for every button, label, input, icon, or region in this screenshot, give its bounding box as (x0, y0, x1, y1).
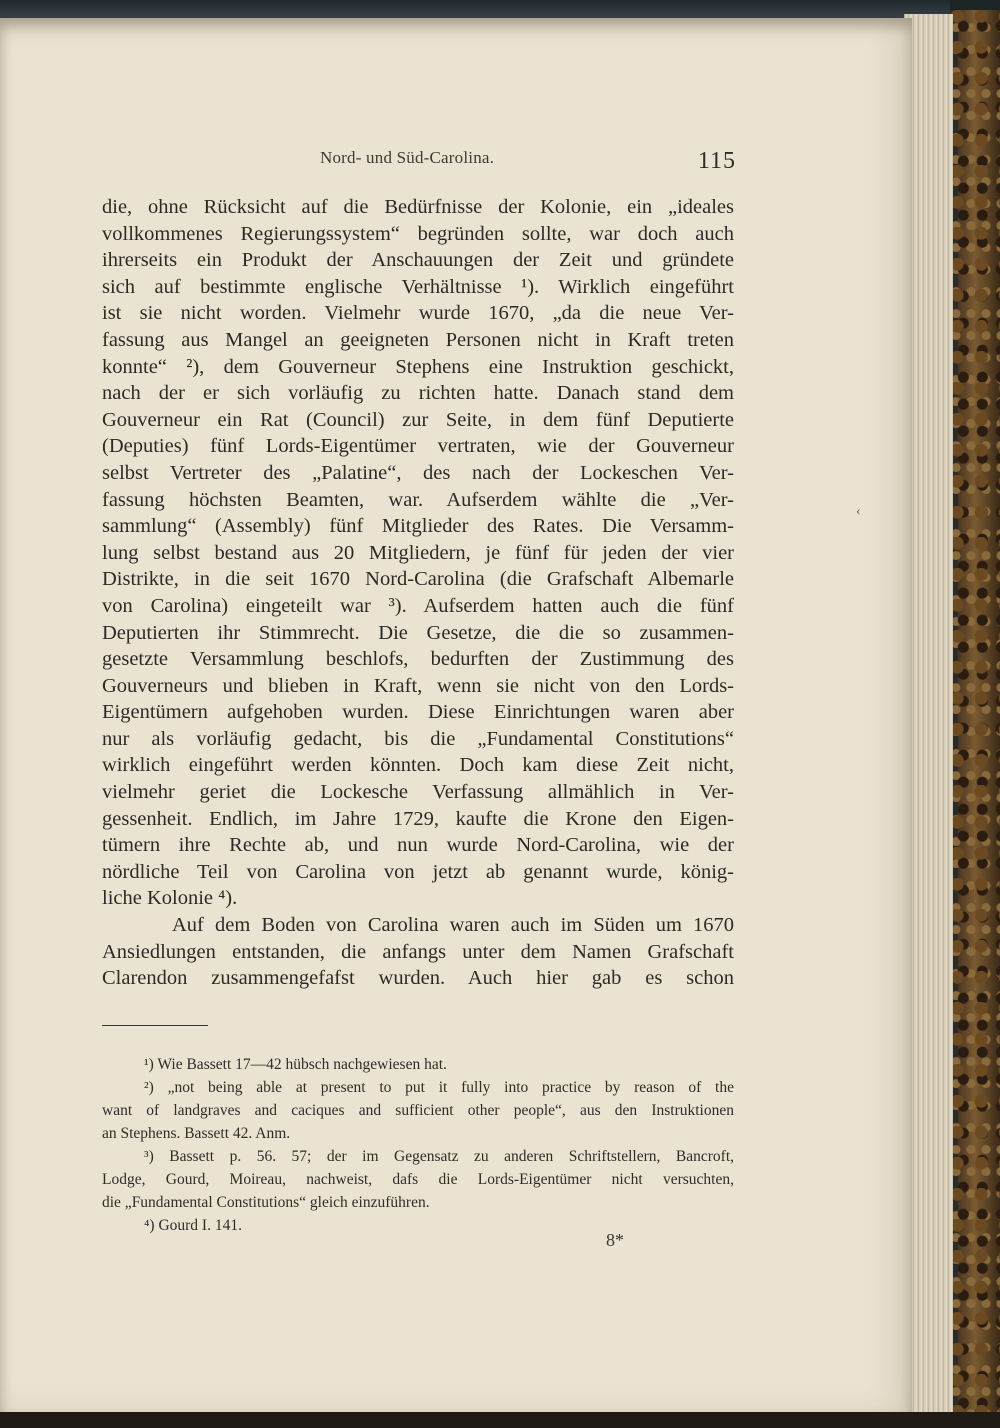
text-line: konnte“ ²), dem Gouverneur Stephens eine Instruktion geschickt, (102, 355, 734, 378)
text-line: Deputierten ihr Stimmrecht. Die Gesetze, die die so zusammen- (102, 621, 734, 644)
text-line: gesetzte Versammlung beschlofs, bedurften der Zustimmung des (102, 648, 734, 671)
footnote-line: an Stephens. Bassett 42. Anm. (102, 1125, 291, 1142)
text-line: nördliche Teil von Carolina von jetzt ab genannt wurde, könig- (102, 860, 734, 883)
footnote-divider (102, 1025, 208, 1026)
text-line: Gouverneurs und blieben in Kraft, wenn sie nicht von den Lords- (102, 674, 734, 697)
text-line: Distrikte, in die seit 1670 Nord-Carolina (die Grafschaft Albemarle (102, 568, 734, 591)
text-line: fassung höchsten Beamten, war. Aufserdem wählte die „Ver- (102, 488, 734, 511)
text-line: nach der er sich vorläufig zu richten hatte. Danach stand dem (102, 382, 734, 405)
text-line: ist sie nicht worden. Vielmehr wurde 1670, „da die neue Ver- (102, 302, 734, 325)
text-line: Eigentümern aufgehoben wurden. Diese Einrichtungen waren aber (102, 701, 734, 724)
text-line: selbst Vertreter des „Palatine“, des nach der Lockeschen Ver- (102, 461, 734, 484)
footnote-line: ²) „not being able at present to put it fully into practice by reason of the (144, 1079, 734, 1096)
text-line: Clarendon zusammengefafst wurden. Auch hier gab es schon (102, 967, 734, 990)
margin-mark: ‹ (856, 504, 861, 519)
footnotes (102, 1053, 734, 1237)
main-text (102, 194, 734, 992)
running-head: Nord- und Süd-Carolina. (320, 148, 495, 167)
text-line: sich auf bestimmte englische Verhältnisse ¹). Wirklich eingeführt (102, 275, 734, 298)
text-line: wirklich eingeführt werden könnten. Doch kam diese Zeit nicht, (102, 754, 734, 777)
text-line: ihrerseits ein Produkt der Anschauungen der Zeit und gründete (102, 249, 734, 272)
text-line: liche Kolonie ⁴). (102, 887, 238, 910)
text-line: Ansiedlungen entstanden, die anfangs unter dem Namen Grafschaft (102, 940, 734, 963)
footnote-line: ³) Bassett p. 56. 57; der im Gegensatz zu anderen Schriftstellern, Bancroft, (144, 1148, 734, 1165)
page-header (100, 148, 740, 180)
text-line: (Deputies) fünf Lords-Eigentümer vertraten, wie der Gouverneur (102, 435, 734, 458)
text-line: lung selbst bestand aus 20 Mitgliedern, je fünf für jeden der vier (102, 541, 734, 564)
text-line: sammlung“ (Assembly) fünf Mitglieder des Rates. Die Versamm- (102, 515, 734, 538)
text-line: vielmehr geriet die Lockesche Verfassung allmählich in Ver- (102, 781, 734, 804)
marbled-book-cover (950, 10, 1000, 1428)
signature-mark: 8* (606, 1230, 624, 1250)
text-line: vollkommenes Regierungssystem“ begründen sollte, war doch auch (102, 222, 734, 245)
footnote-line: ⁴) Gourd I. 141. (144, 1217, 242, 1234)
footnote-line: Lodge, Gourd, Moireau, nachweist, dafs die Lords-Eigentümer nicht versuchten, (102, 1171, 734, 1188)
text-line: die, ohne Rücksicht auf die Bedürfnisse der Kolonie, ein „ideales (102, 196, 734, 218)
text-line: fassung aus Mangel an geeigneten Personen nicht in Kraft treten (102, 328, 734, 351)
book-bottom-edge (0, 1412, 1000, 1428)
text-line: Gouverneur ein Rat (Council) zur Seite, in dem fünf Deputierte (102, 408, 734, 431)
text-line: Auf dem Boden von Carolina waren auch im Süden um 1670 (172, 914, 734, 937)
footnote-line: want of landgraves and caciques and sufficient other people“, aus den Instruktionen (102, 1102, 734, 1119)
text-line: von Carolina) eingeteilt war ³). Aufserdem hatten auch die fünf (102, 594, 734, 617)
text-line: tümern ihre Rechte ab, und nun wurde Nord-Carolina, wie der (102, 834, 734, 857)
footnote-line: die „Fundamental Constitutions“ gleich einzuführen. (102, 1194, 430, 1211)
page-number: 115 (697, 148, 736, 174)
text-line: gessenheit. Endlich, im Jahre 1729, kaufte die Krone den Eigen- (102, 807, 734, 830)
footnote-line: ¹) Wie Bassett 17—42 hübsch nachgewiesen hat. (144, 1056, 447, 1073)
text-line: nur als vorläufig gedacht, bis die „Fundamental Constitutions“ (102, 727, 734, 750)
